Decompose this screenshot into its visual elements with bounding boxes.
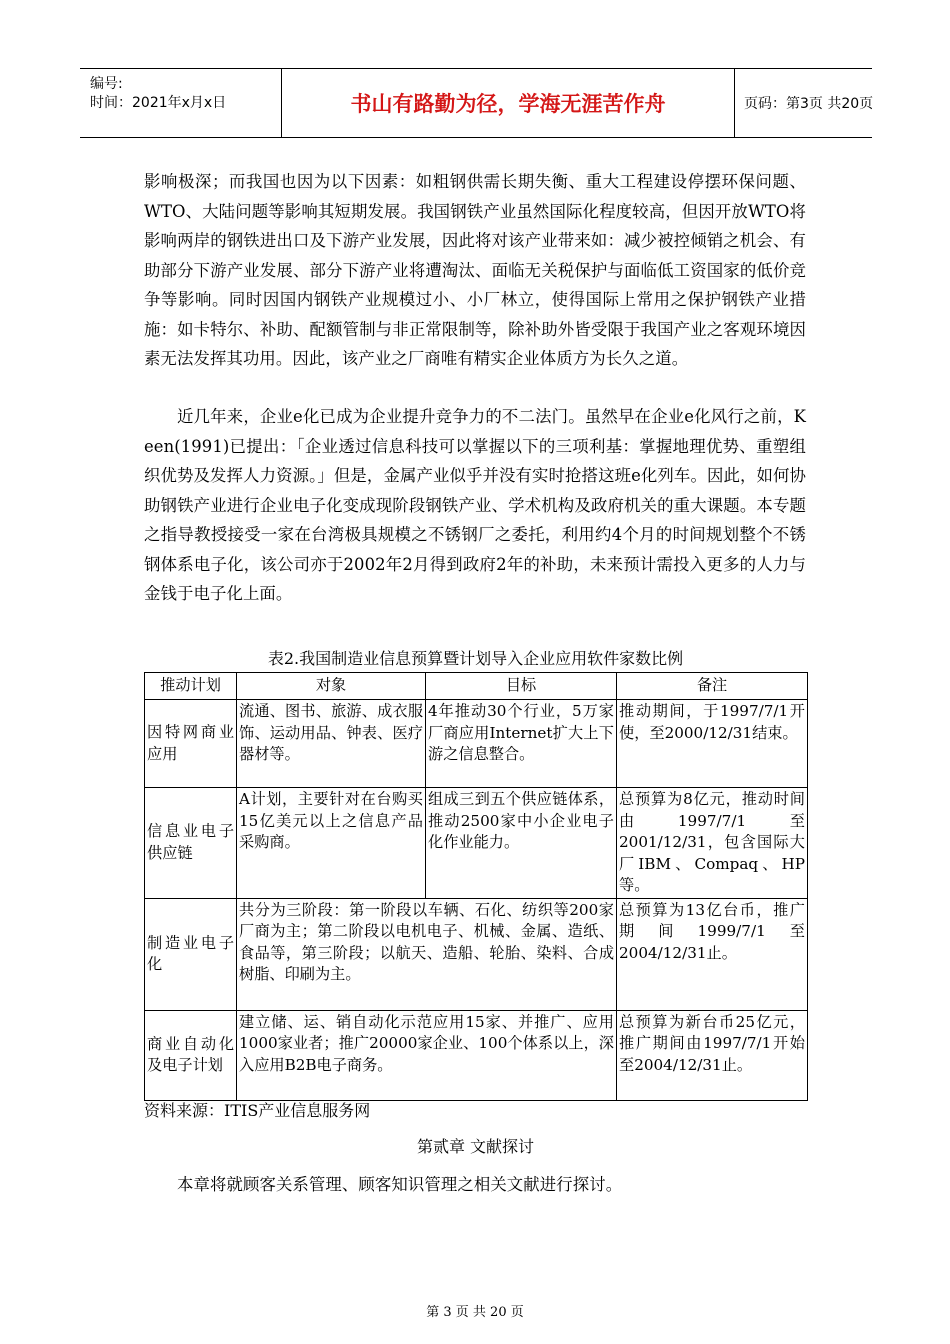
target-goal-cell: 建立储、运、销自动化示范应用15家、并推广、应用1000家业者；推广20000家企业、100个体系以上，深入应用B2B电子商务。 xyxy=(237,1010,617,1100)
goal-cell: 组成三到五个供应链体系，推动2500家中小企业电子化作业能力。 xyxy=(426,788,617,899)
table-header-cell: 对象 xyxy=(237,673,426,700)
goal-cell: 4年推动30个行业，5万家厂商应用Internet扩大上下游之信息整合。 xyxy=(426,700,617,788)
table-source: 资料来源：ITIS产业信息服务网 xyxy=(144,1101,371,1120)
body-paragraph-1: 影响极深；而我国也因为以下因素：如粗钢供需长期失衡、重大工程建设停摆环保问题、WTO、大陆问题等影响其短期发展。我国钢铁产业虽然国际化程度较高，但因开放WTO将影响两岸的钢铁进出口及下游产业发展，因此将对该产业带来如：减少被控倾销之机会、有助部分下游产业发展、部分下游产业将遭淘汰、面临无关税保护与面临低工资国家的低价竞争等影响。同时因国内钢铁产业规模过小、小厂林立，使得国际上常用之保护钢铁产业措施：如卡特尔、补助、配额管制与非正常限制等，除补助外皆受限于我国产业之客观环境因素无法发挥其功用。因此，该产业之厂商唯有精实企业体质方为长久之道。 xyxy=(144,172,806,368)
table-row xyxy=(145,1010,808,1100)
page-header xyxy=(80,68,872,138)
body-paragraph-2: 近几年来，企业e化已成为企业提升竞争力的不二法门。虽然早在企业e化风行之前，K een(1991)已提出：「企业透过信息科技可以掌握以下的三项利基：掌握地理优势、重塑组织优势及发挥人力资源。」但是，金属产业似乎并没有实时抢搭这班e化列车。因此，如何协助钢铁产业进行企业电子化变成现阶段钢铁产业、学术机构及政府机关的重大课题。本专题之指导教授接受一家在台湾极具规模之不锈钢厂之委托，利用约4个月的时间规划整个不锈钢体系电子化，该公司亦于2002年2月得到政府2年的补助，未来预计需投入更多的人力与金钱于电子化上面。 xyxy=(144,407,806,603)
body-paragraph-3: 本章将就顾客关系管理、顾客知识管理之相关文献进行探讨。 xyxy=(177,1175,623,1194)
table-row xyxy=(145,700,808,788)
target-cell: A计划，主要针对在台购买15亿美元以上之信息产品采购商。 xyxy=(237,788,426,899)
table-caption: 表2.我国制造业信息预算暨计划导入企业应用软件家数比例 xyxy=(267,649,684,668)
table-row xyxy=(145,788,808,899)
header-page-info: 页码：第3页 共20页 xyxy=(744,96,874,112)
document-number-label: 编号: xyxy=(90,76,123,92)
target-cell: 流通、图书、旅游、成衣服饰、运动用品、钟表、医疗器材等。 xyxy=(237,700,426,788)
note-cell: 总预算为13亿台币，推广期间1999/7/1至2004/12/31止。 xyxy=(617,898,808,1010)
header-meta xyxy=(80,69,282,137)
note-cell: 总预算为8亿元，推动时间由1997/7/1至2001/12/31，包含国际大厂IBM、Compaq、HP等。 xyxy=(617,788,808,899)
header-motto: 书山有路勤为径，学海无涯苦作舟 xyxy=(282,69,735,137)
chapter-title: 第贰章 文献探讨 xyxy=(416,1137,535,1156)
table-header-row xyxy=(145,673,808,700)
plan-table xyxy=(144,672,808,1101)
document-time: 时间：2021年x月x日 xyxy=(90,95,227,111)
table-header-cell: 推动计划 xyxy=(145,673,237,700)
note-cell: 推动期间，于1997/7/1开使，至2000/12/31结束。 xyxy=(617,700,808,788)
plan-cell: 因特网商业应用 xyxy=(145,700,237,788)
page-footer: 第 3 页 共 20 页 xyxy=(426,1305,524,1320)
plan-cell: 制造业电子化 xyxy=(145,898,237,1010)
target-goal-cell: 共分为三阶段：第一阶段以车辆、石化、纺织等200家厂商为主；第二阶段以电机电子、机械、金属、造纸、食品等，第三阶段；以航天、造船、轮胎、染料、合成树脂、印刷为主。 xyxy=(237,898,617,1010)
plan-cell: 信息业电子供应链 xyxy=(145,788,237,899)
table-header-cell: 目标 xyxy=(426,673,617,700)
plan-cell: 商业自动化及电子计划 xyxy=(145,1010,237,1100)
note-cell: 总预算为新台币25亿元，推广期间由1997/7/1开始至2004/12/31止。 xyxy=(617,1010,808,1100)
table-header-cell: 备注 xyxy=(617,673,808,700)
table-row xyxy=(145,898,808,1010)
